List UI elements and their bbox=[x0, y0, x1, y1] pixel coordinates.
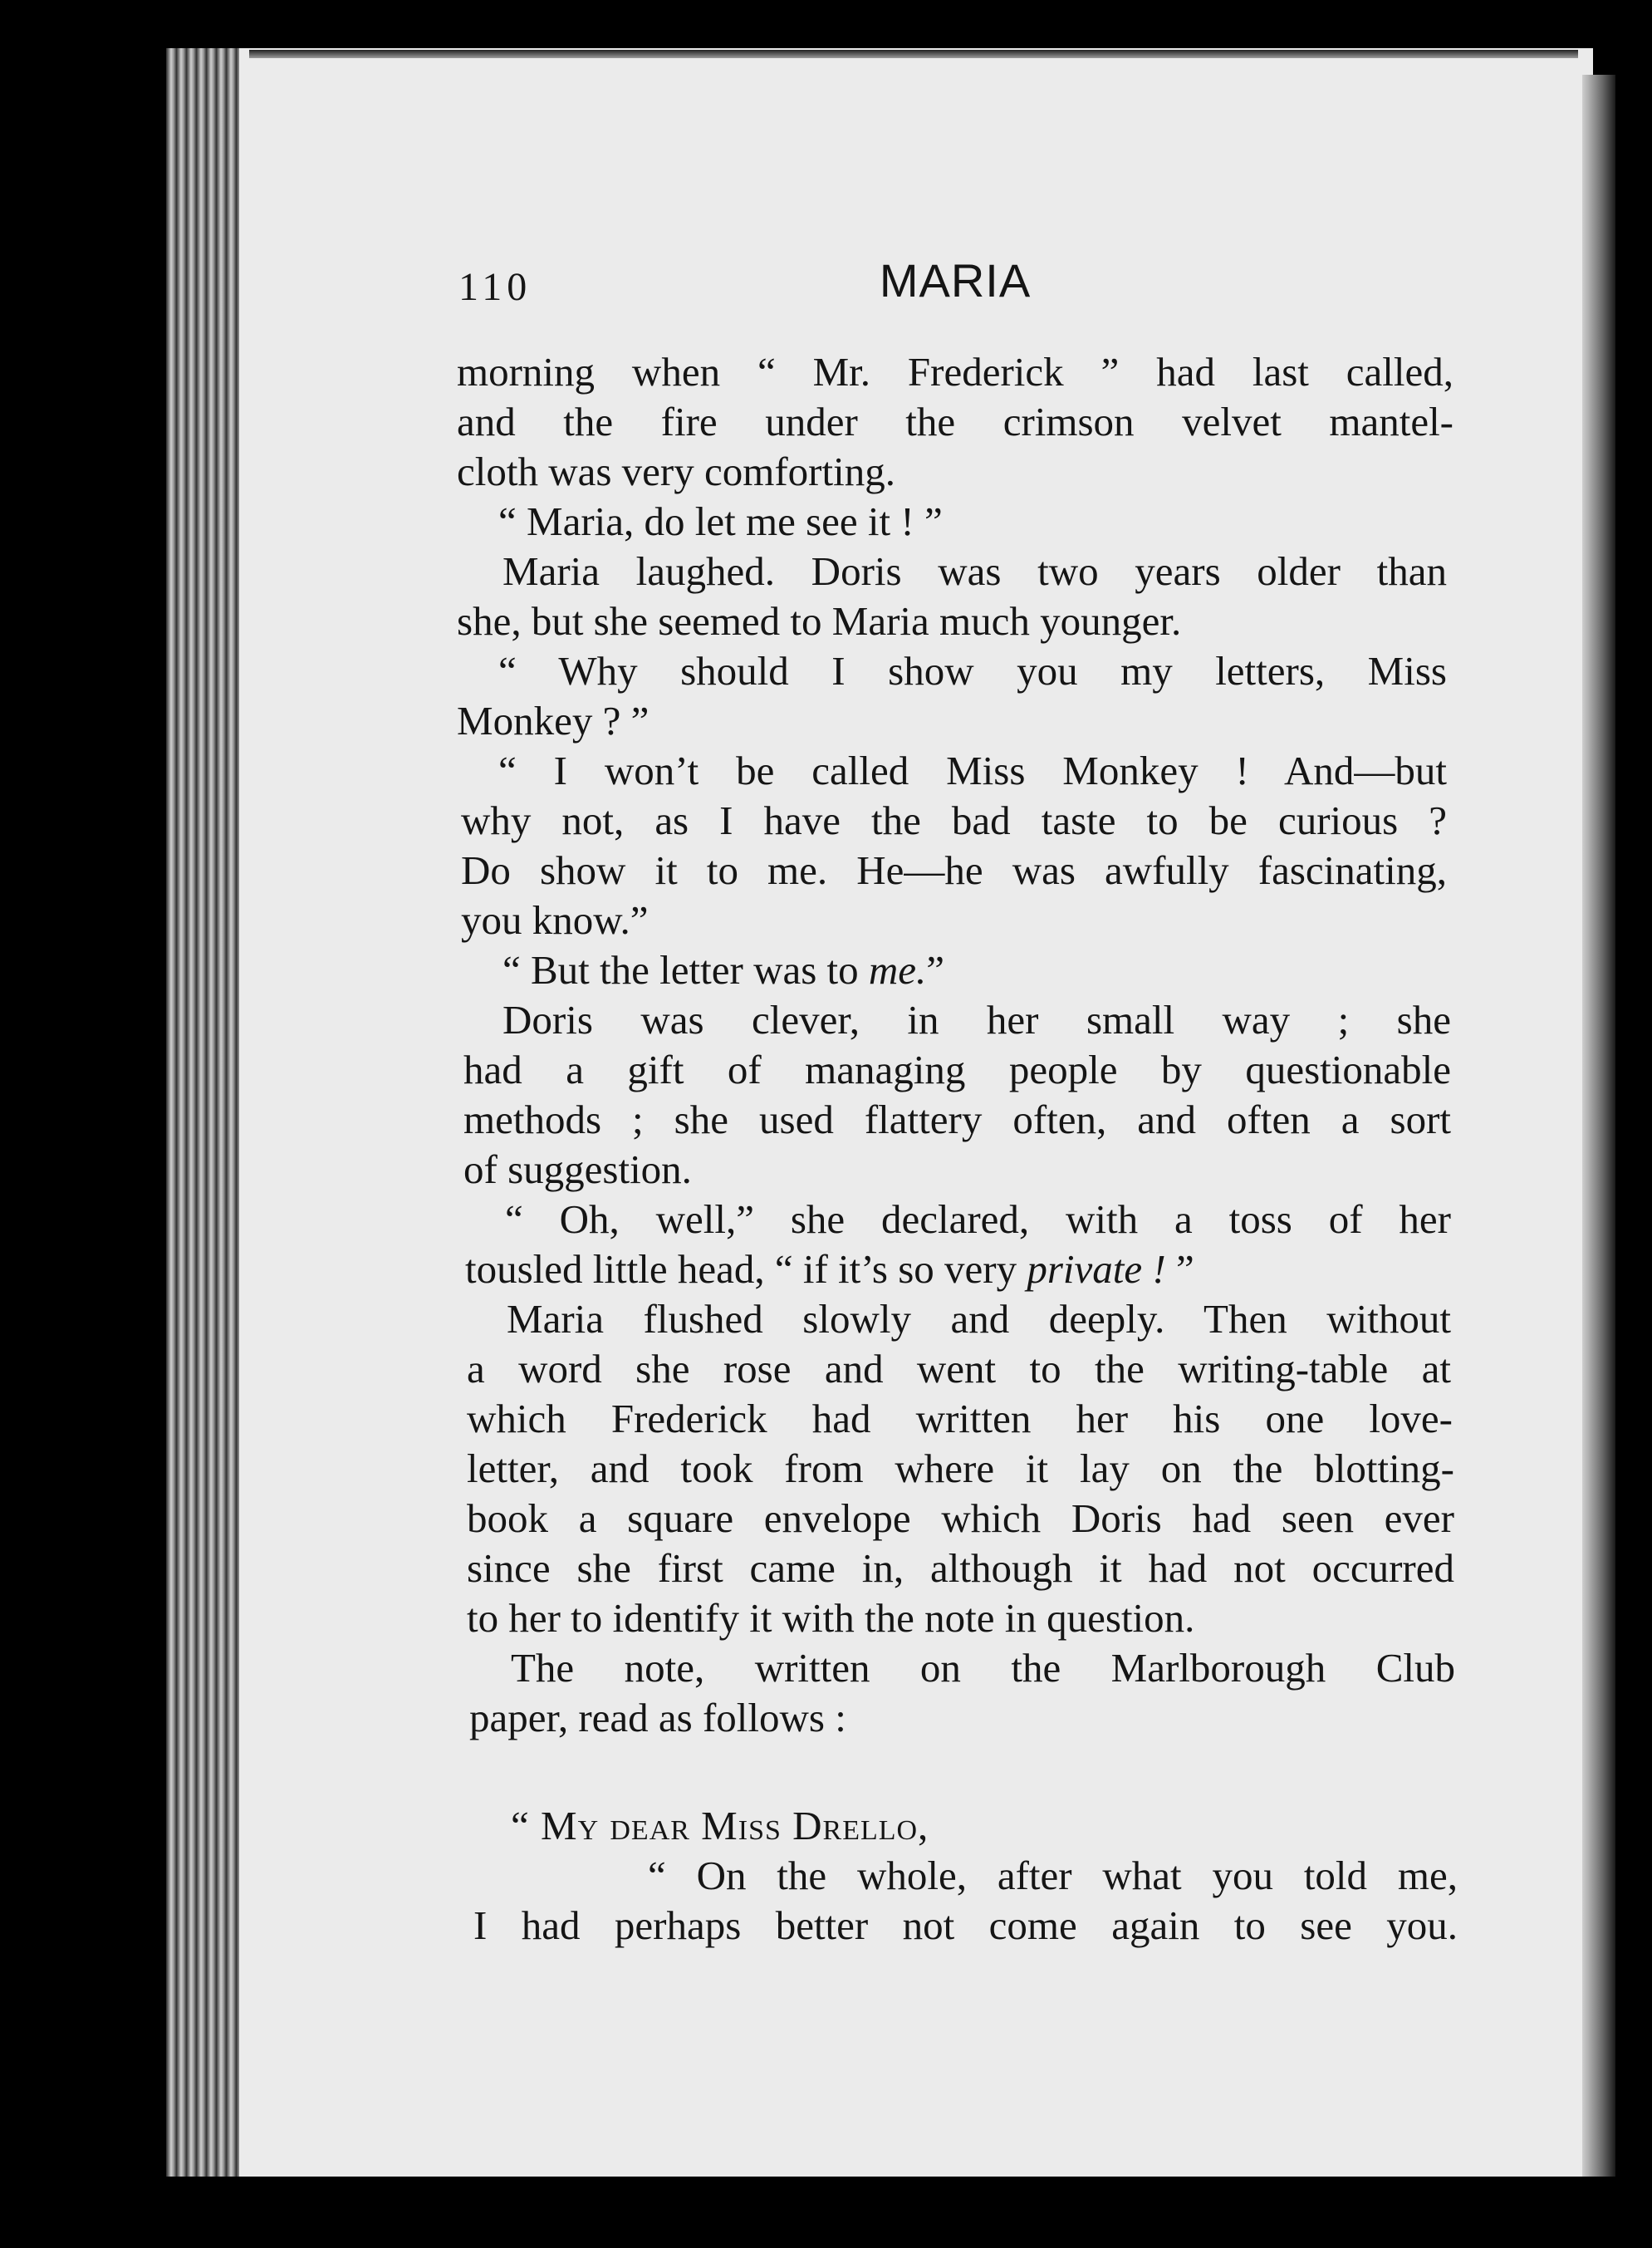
text-line: cloth was very comforting. bbox=[457, 449, 895, 494]
text-line: had a gift of managing people by questionable bbox=[463, 1047, 1451, 1092]
closing-quote: ” bbox=[926, 947, 945, 993]
text-line: “ On the whole, after what you told me, bbox=[648, 1853, 1458, 1898]
text-line: to her to identify it with the note in question. bbox=[467, 1595, 1195, 1641]
text-line: letter, and took from where it lay on the blotting- bbox=[467, 1445, 1454, 1491]
text-line-private bbox=[465, 1244, 1462, 1294]
italic-private: private ! bbox=[1027, 1246, 1166, 1292]
text-line: Monkey ? ” bbox=[457, 698, 650, 744]
text-line: you know.” bbox=[461, 897, 649, 943]
text-line: Do show it to me. He—he was awfully fascinating, bbox=[461, 847, 1447, 893]
text-line: I had perhaps better not come again to see you. bbox=[473, 1902, 1458, 1948]
text-line: “ Why should I show you my letters, Miss bbox=[498, 648, 1447, 694]
text-line: “ Oh, well,” she declared, with a toss of her bbox=[505, 1196, 1451, 1242]
text-line: since she first came in, although it had not occurred bbox=[467, 1545, 1454, 1591]
closing-quote: ” bbox=[1165, 1246, 1194, 1292]
text-line: which Frederick had written her his one love- bbox=[467, 1396, 1453, 1441]
text-line: methods ; she used flattery often, and often a sort bbox=[463, 1097, 1451, 1142]
text-line: Maria laughed. Doris was two years older than bbox=[502, 548, 1447, 594]
text-line: The note, written on the Marlborough Club bbox=[511, 1645, 1455, 1691]
page-top-edge bbox=[249, 50, 1578, 58]
page-right-shadow bbox=[1582, 75, 1615, 2177]
text-line: paper, read as follows : bbox=[469, 1695, 846, 1740]
running-title: MARIA bbox=[879, 254, 1032, 307]
text-line: “ I won’t be called Miss Monkey ! And—but bbox=[498, 748, 1447, 793]
text-line: of suggestion. bbox=[463, 1146, 692, 1192]
text-line: book a square envelope which Doris had seen ever bbox=[467, 1495, 1454, 1541]
text-line: why not, as I have the bad taste to be curious ? bbox=[461, 798, 1447, 843]
text-line: and the fire under the crimson velvet mantel- bbox=[457, 399, 1453, 444]
text-line: Maria flushed slowly and deeply. Then without bbox=[507, 1296, 1451, 1342]
text-line: morning when “ Mr. Frederick ” had last called, bbox=[457, 349, 1453, 395]
italic-me: me. bbox=[868, 947, 927, 993]
text-line: she, but she seemed to Maria much younger. bbox=[457, 598, 1182, 644]
text-segment: “ But the letter was to bbox=[502, 947, 869, 993]
text-line: Doris was clever, in her small way ; she bbox=[502, 997, 1451, 1043]
page-number: 110 bbox=[458, 265, 532, 309]
text-line-me bbox=[502, 945, 1499, 995]
letter-salutation: “ My dear Miss Drello, bbox=[511, 1803, 929, 1848]
text-segment: tousled little head, “ if it’s so very bbox=[465, 1246, 1027, 1292]
text-line: “ Maria, do let me see it ! ” bbox=[498, 498, 943, 544]
text-line: a word she rose and went to the writing-table at bbox=[467, 1346, 1451, 1392]
